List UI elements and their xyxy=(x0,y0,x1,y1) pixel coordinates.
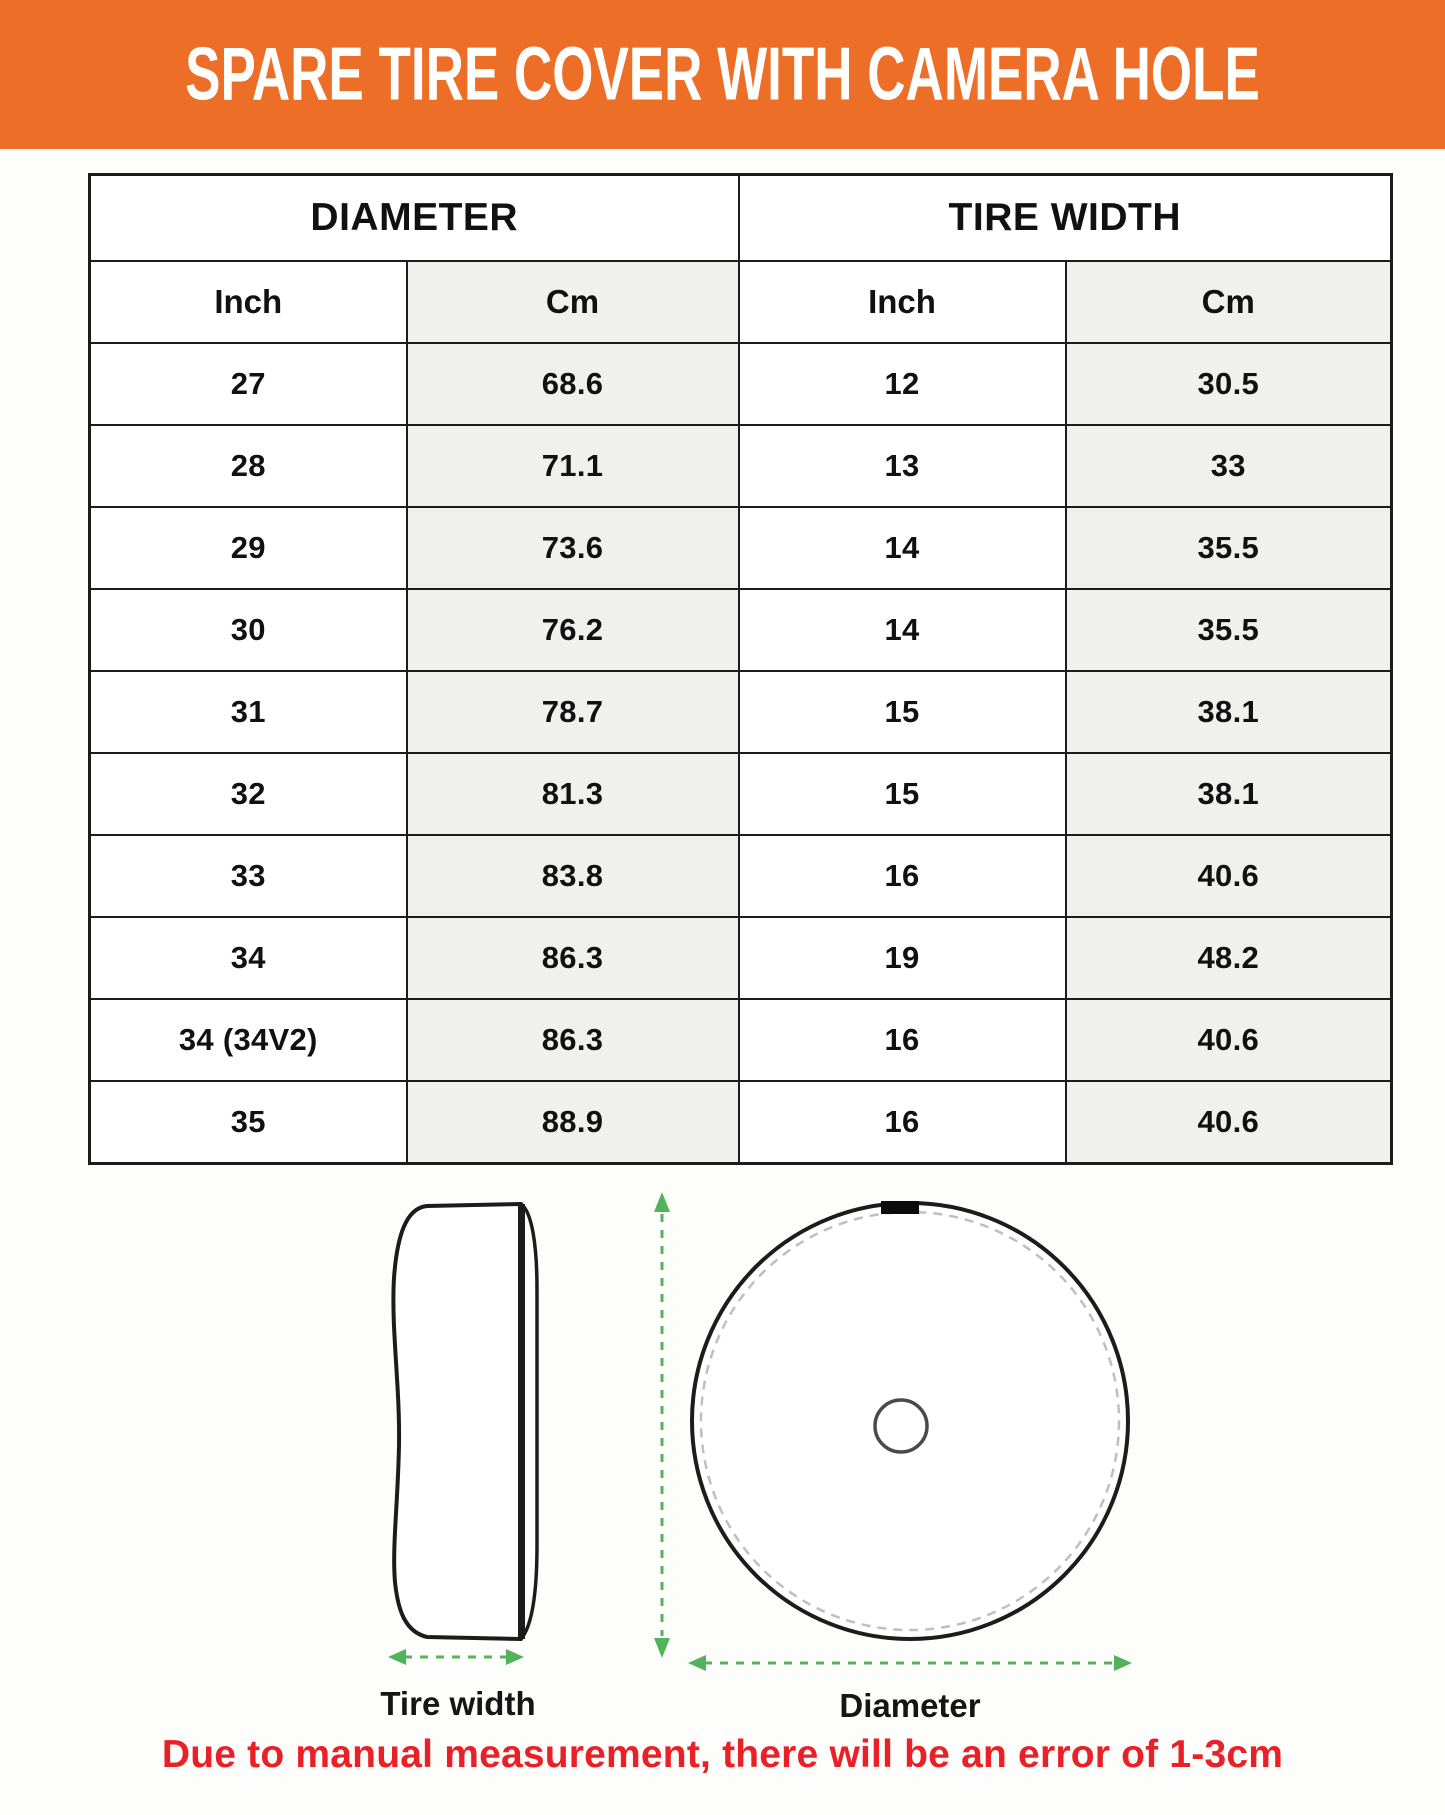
table-row xyxy=(90,425,1392,507)
arrow-right-head xyxy=(506,1649,524,1665)
cell-width-inch: 13 xyxy=(739,425,1066,507)
cell-diameter-inch: 32 xyxy=(90,753,407,835)
cell-diameter-cm: 88.9 xyxy=(407,1081,739,1164)
cell-width-inch: 16 xyxy=(739,835,1066,917)
table-row xyxy=(90,343,1392,425)
table-row xyxy=(90,999,1392,1081)
cell-diameter-cm: 78.7 xyxy=(407,671,739,753)
page-title: SPARE TIRE COVER WITH CAMERA HOLE xyxy=(185,32,1260,117)
tire-side-body xyxy=(393,1204,521,1639)
cell-width-inch: 15 xyxy=(739,671,1066,753)
diameter-label: Diameter xyxy=(839,1687,981,1724)
cell-diameter-inch: 29 xyxy=(90,507,407,589)
cell-diameter-cm: 86.3 xyxy=(407,917,739,999)
cell-width-cm: 40.6 xyxy=(1066,1081,1392,1164)
cell-width-cm: 38.1 xyxy=(1066,671,1392,753)
cell-diameter-cm: 86.3 xyxy=(407,999,739,1081)
table-body xyxy=(90,343,1392,1164)
cell-diameter-cm: 81.3 xyxy=(407,753,739,835)
cell-width-cm: 48.2 xyxy=(1066,917,1392,999)
cell-diameter-cm: 68.6 xyxy=(407,343,739,425)
column-header-width-inch: Inch xyxy=(739,261,1066,343)
measurement-diagram xyxy=(0,1150,1445,1810)
tire-side-view xyxy=(393,1204,537,1639)
cell-diameter-inch: 35 xyxy=(90,1081,407,1164)
vertical-diameter-arrow xyxy=(654,1192,670,1658)
cell-width-inch: 14 xyxy=(739,589,1066,671)
cell-width-cm: 40.6 xyxy=(1066,835,1392,917)
tire-side-rim-line xyxy=(518,1204,525,1639)
cell-diameter-inch: 34 xyxy=(90,917,407,999)
table-row xyxy=(90,671,1392,753)
tire-width-label: Tire width xyxy=(380,1685,536,1722)
cell-width-cm: 30.5 xyxy=(1066,343,1392,425)
tire-front-view xyxy=(692,1201,1128,1639)
table-row xyxy=(90,917,1392,999)
cell-width-cm: 35.5 xyxy=(1066,507,1392,589)
cell-width-cm: 40.6 xyxy=(1066,999,1392,1081)
cell-width-inch: 14 xyxy=(739,507,1066,589)
cell-width-inch: 16 xyxy=(739,999,1066,1081)
arrow-left-head xyxy=(688,1655,706,1671)
cell-width-inch: 15 xyxy=(739,753,1066,835)
table-row xyxy=(90,753,1392,835)
column-header-diameter-inch: Inch xyxy=(90,261,407,343)
cell-width-cm: 35.5 xyxy=(1066,589,1392,671)
camera-hole-circle xyxy=(875,1400,927,1452)
cell-diameter-inch: 33 xyxy=(90,835,407,917)
header-banner xyxy=(0,0,1445,149)
cell-diameter-inch: 31 xyxy=(90,671,407,753)
cell-diameter-inch: 28 xyxy=(90,425,407,507)
cell-diameter-inch: 34 (34V2) xyxy=(90,999,407,1081)
horizontal-diameter-arrow xyxy=(688,1655,1132,1671)
arrow-right-head xyxy=(1114,1655,1132,1671)
cell-width-cm: 38.1 xyxy=(1066,753,1392,835)
cell-diameter-inch: 30 xyxy=(90,589,407,671)
cell-width-inch: 12 xyxy=(739,343,1066,425)
column-group-diameter: DIAMETER xyxy=(90,175,739,262)
cell-diameter-cm: 73.6 xyxy=(407,507,739,589)
cell-diameter-cm: 76.2 xyxy=(407,589,739,671)
table-row xyxy=(90,589,1392,671)
arrow-down-head xyxy=(654,1638,670,1658)
arrow-up-head xyxy=(654,1192,670,1212)
cell-width-inch: 16 xyxy=(739,1081,1066,1164)
cell-width-inch: 19 xyxy=(739,917,1066,999)
table-group-header-row xyxy=(90,175,1392,262)
cell-diameter-cm: 83.8 xyxy=(407,835,739,917)
arrow-left-head xyxy=(388,1649,406,1665)
table-row xyxy=(90,835,1392,917)
column-group-tire-width: TIRE WIDTH xyxy=(739,175,1392,262)
table-unit-header-row xyxy=(90,261,1392,343)
valve-marker xyxy=(881,1201,919,1214)
tire-width-arrow xyxy=(388,1649,524,1665)
size-chart-table xyxy=(88,173,1393,1165)
cell-diameter-cm: 71.1 xyxy=(407,425,739,507)
cell-diameter-inch: 27 xyxy=(90,343,407,425)
tire-diagram-svg xyxy=(0,1150,1445,1810)
measurement-error-note: Due to manual measurement, there will be an error of 1-3cm xyxy=(161,1733,1284,1776)
cell-width-cm: 33 xyxy=(1066,425,1392,507)
column-header-diameter-cm: Cm xyxy=(407,261,739,343)
column-header-width-cm: Cm xyxy=(1066,261,1392,343)
table-row xyxy=(90,507,1392,589)
